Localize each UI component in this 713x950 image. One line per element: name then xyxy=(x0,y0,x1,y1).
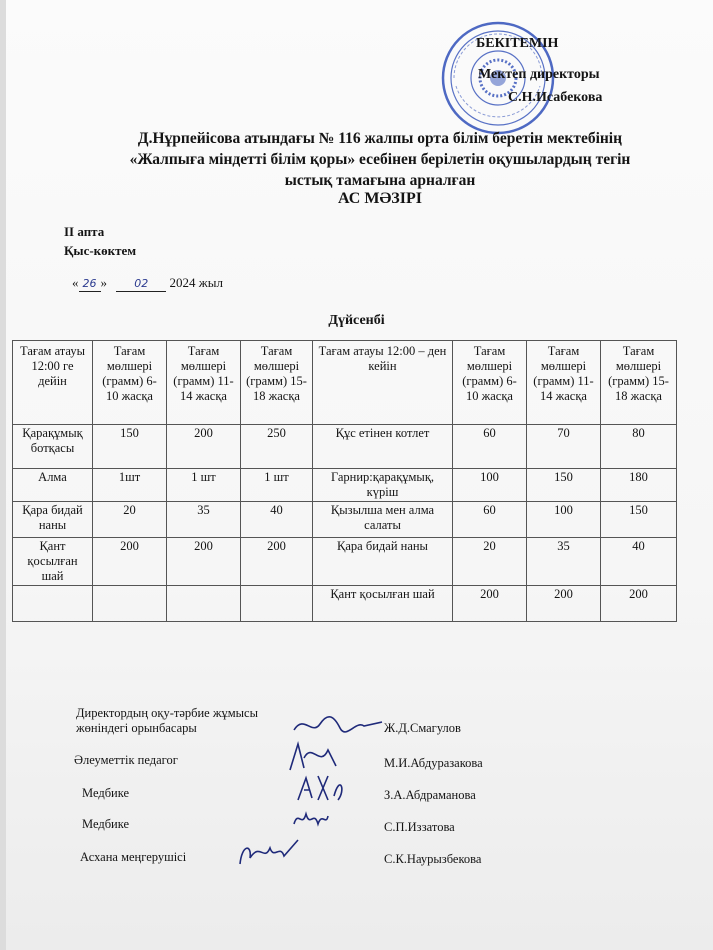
table-cell: 35 xyxy=(167,502,241,538)
table-cell: 200 xyxy=(167,425,241,469)
table-cell: 80 xyxy=(601,425,677,469)
table-cell: 150 xyxy=(93,425,167,469)
document-title-line-3: ыстық тамағына арналған xyxy=(284,172,476,189)
table-cell: 40 xyxy=(601,538,677,586)
signature-name-nurse-1: З.А.Абдраманова xyxy=(384,788,476,802)
table-cell: 200 xyxy=(527,586,601,622)
date-month: 02 xyxy=(134,277,149,290)
table-header-cell: Тағам мөлшері (грамм) 11-14 жасқа xyxy=(167,341,241,425)
day-name: Дүйсенбі xyxy=(328,313,385,328)
table-cell: 200 xyxy=(601,586,677,622)
table-header-cell: Тағам мөлшері (грамм) 11-14 жасқа xyxy=(527,341,601,425)
approval-name: С.Н.Исабекова xyxy=(508,90,603,105)
table-cell xyxy=(167,586,241,622)
approval-title: БЕКІТЕМІН xyxy=(476,36,559,51)
signature-name-canteen-head: С.К.Наурызбекова xyxy=(384,852,482,866)
table-header-cell: Тағам мөлшері (грамм) 6-10 жасқа xyxy=(93,341,167,425)
table-cell: Қара бидай наны xyxy=(313,538,453,586)
signature-name-social-pedagogue: М.И.Абдуразакова xyxy=(384,756,483,770)
table-cell: Қант қосылған шай xyxy=(313,586,453,622)
signature-role-canteen-head: Асхана меңгерушісі xyxy=(80,850,187,864)
date-open-quote: « xyxy=(72,275,79,290)
table-cell: Қант қосылған шай xyxy=(13,538,93,586)
table-cell xyxy=(241,586,313,622)
table-cell: 40 xyxy=(241,502,313,538)
table-cell: 60 xyxy=(453,502,527,538)
signature-role-deputy: Директордың оқу-тәрбие жұмысы жөніндегі орынбасары xyxy=(76,706,258,735)
document-title-line-1: Д.Нұрпейісова атындағы № 116 жалпы орта білім беретін мектебінің xyxy=(137,130,623,147)
table-cell: 1шт xyxy=(93,469,167,502)
date-day: 26 xyxy=(82,277,97,290)
table-cell: 150 xyxy=(527,469,601,502)
table-cell: 180 xyxy=(601,469,677,502)
table-cell: 200 xyxy=(241,538,313,586)
table-cell: Гарнир:қарақұмық, күріш xyxy=(313,469,453,502)
table-cell: 35 xyxy=(527,538,601,586)
document-title-menu: АС МӘЗІРІ xyxy=(338,190,422,207)
table-cell: 70 xyxy=(527,425,601,469)
table-cell: 1 шт xyxy=(241,469,313,502)
handwritten-signature-icon xyxy=(290,706,386,742)
table-cell: Құс етінен котлет xyxy=(313,425,453,469)
document-title-line-2: «Жалпыға міндетті білім қоры» есебінен берілетін оқушылардың тегін xyxy=(129,151,631,168)
date-close-quote: » xyxy=(100,275,107,290)
table-cell: 100 xyxy=(453,469,527,502)
signature-role-nurse-1: Медбике xyxy=(82,786,130,800)
signature-name-nurse-2: С.П.Иззатова xyxy=(384,820,455,834)
table-header-cell: Тағам мөлшері (грамм) 15-18 жасқа xyxy=(241,341,313,425)
handwritten-signature-icon xyxy=(294,770,350,804)
table-row xyxy=(13,469,677,502)
table-cell xyxy=(93,586,167,622)
table-header-cell: Тағам мөлшері (грамм) 6-10 жасқа xyxy=(453,341,527,425)
signature-name-deputy: Ж.Д.Смагулов xyxy=(384,721,461,735)
date-line xyxy=(72,275,223,292)
table-cell: 1 шт xyxy=(167,469,241,502)
table-cell: 200 xyxy=(453,586,527,622)
table-cell: 200 xyxy=(167,538,241,586)
table-cell: 20 xyxy=(93,502,167,538)
table-header-cell: Тағам мөлшері (грамм) 15-18 жасқа xyxy=(601,341,677,425)
table-cell: Қарақұмық ботқасы xyxy=(13,425,93,469)
table-cell: Қара бидай наны xyxy=(13,502,93,538)
table-cell: Қызылша мен алма салаты xyxy=(313,502,453,538)
table-cell: 20 xyxy=(453,538,527,586)
table-row xyxy=(13,425,677,469)
table-header-cell: Тағам атауы 12:00 – ден кейін xyxy=(313,341,453,425)
table-row xyxy=(13,538,677,586)
date-year: 2024 жыл xyxy=(169,275,223,290)
week-label: II апта xyxy=(64,224,105,239)
menu-table xyxy=(12,340,677,622)
table-header-row xyxy=(13,341,677,425)
table-cell: 60 xyxy=(453,425,527,469)
signature-role-social-pedagogue: Әлеуметтік педагог xyxy=(74,753,178,767)
table-header-cell: Тағам атауы 12:00 ге дейін xyxy=(13,341,93,425)
table-row xyxy=(13,502,677,538)
season-label: Қыс-көктем xyxy=(64,243,137,258)
approval-position: Мектеп директоры xyxy=(478,67,600,82)
handwritten-signature-icon xyxy=(236,836,302,870)
handwritten-signature-icon xyxy=(290,806,330,830)
table-cell: 100 xyxy=(527,502,601,538)
table-cell: Алма xyxy=(13,469,93,502)
table-row xyxy=(13,586,677,622)
table-cell xyxy=(13,586,93,622)
table-cell: 150 xyxy=(601,502,677,538)
table-cell: 200 xyxy=(93,538,167,586)
signature-role-nurse-2: Медбике xyxy=(82,817,130,831)
table-cell: 250 xyxy=(241,425,313,469)
